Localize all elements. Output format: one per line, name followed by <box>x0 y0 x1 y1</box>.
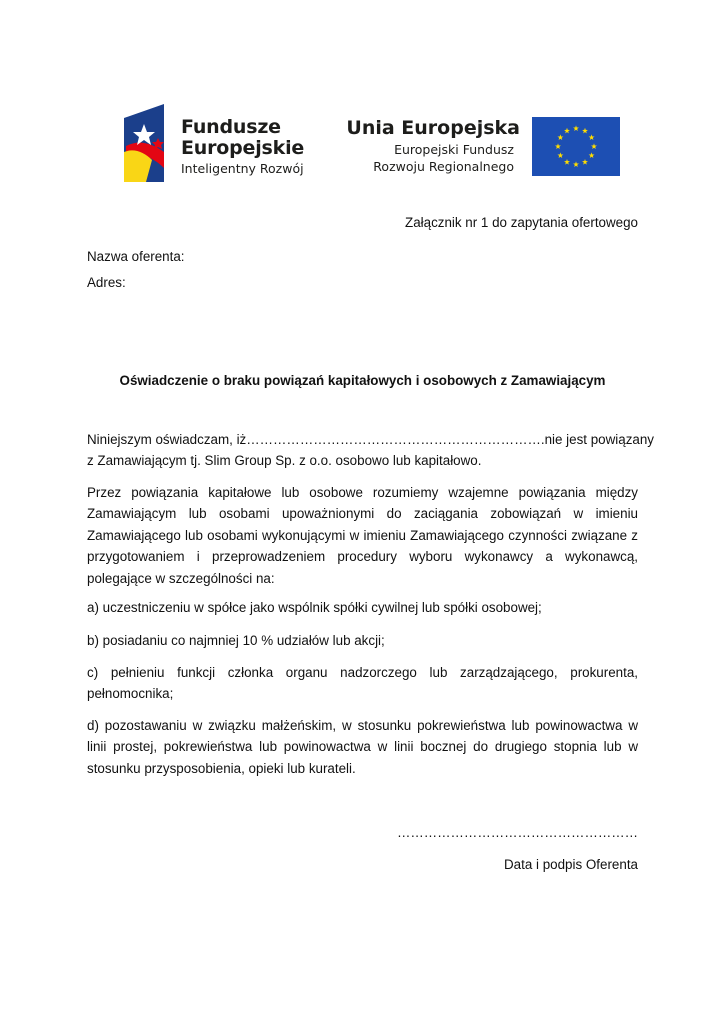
fundusze-europejskie-logo <box>124 104 324 184</box>
fe-subtitle: Inteligentny Rozwój <box>181 161 304 176</box>
fe-title-line2: Europejskie <box>181 137 305 159</box>
definition-paragraph: Przez powiązania kapitałowe lub osobowe rozumiemy wzajemne powiązania między Zamawiającym lub osobami upoważnionymi do zaciągania zobowiązań w imieniu Zamawiającego lub osobami wykonującymi w imieniu Zamawiającego czynności związane z przygotowaniem i przeprowadzeniem procedury wyboru wykonawcy a wykonawcą, polegające w szczególności na: <box>87 485 638 586</box>
declaration-end: nie jest powiązany <box>544 432 654 447</box>
offeror-name-label: Nazwa oferenta: <box>87 249 185 264</box>
signature-dots: ……………………………………………… <box>396 825 638 840</box>
ue-title: Unia Europejska <box>346 117 520 139</box>
list-item-d: d) pozostawaniu w związku małżeńskim, w stosunku pokrewieństwa lub powinowactwa w linii prostej, pokrewieństwa lub powinowactwa w linii bocznej do drugiego stopnia lub w stosunku przysposobienia, opieki lub kurateli. <box>87 718 638 776</box>
list-item-c: c) pełnieniu funkcji członka organu nadzorczego lub zarządzającego, prokurenta, pełnomocnika; <box>87 665 638 702</box>
declaration-start: Niniejszym oświadczam, iż <box>87 432 247 447</box>
signature-label: Data i podpis Oferenta <box>504 857 638 872</box>
document-title: Oświadczenie o braku powiązań kapitałowych i osobowych z Zamawiającym <box>119 373 606 388</box>
list-item-b: b) posiadaniu co najmniej 10 % udziałów lub akcji; <box>87 633 385 648</box>
declaration-line1 <box>87 429 654 450</box>
declaration-line2: z Zamawiającym tj. Slim Group Sp. z o.o. osobowo lub kapitałowo. <box>87 453 482 468</box>
eu-flag-icon <box>532 117 620 176</box>
attachment-label: Załącznik nr 1 do zapytania ofertowego <box>405 215 638 230</box>
ue-subtitle-line2: Rozwoju Regionalnego <box>373 159 514 174</box>
address-label: Adres: <box>87 275 126 290</box>
fundusze-europejskie-logo-mark-icon <box>124 104 164 182</box>
declaration-blank: …………………………………………………………. <box>246 432 545 447</box>
fe-title-line1: Fundusze <box>181 116 281 138</box>
fundusze-europejskie-text <box>181 117 304 176</box>
list-item-a: a) uczestniczeniu w spółce jako wspólnik spółki cywilnej lub spółki osobowej; <box>87 600 542 615</box>
ue-subtitle-line1: Europejski Fundusz <box>394 142 514 157</box>
unia-europejska-logo <box>346 117 520 177</box>
